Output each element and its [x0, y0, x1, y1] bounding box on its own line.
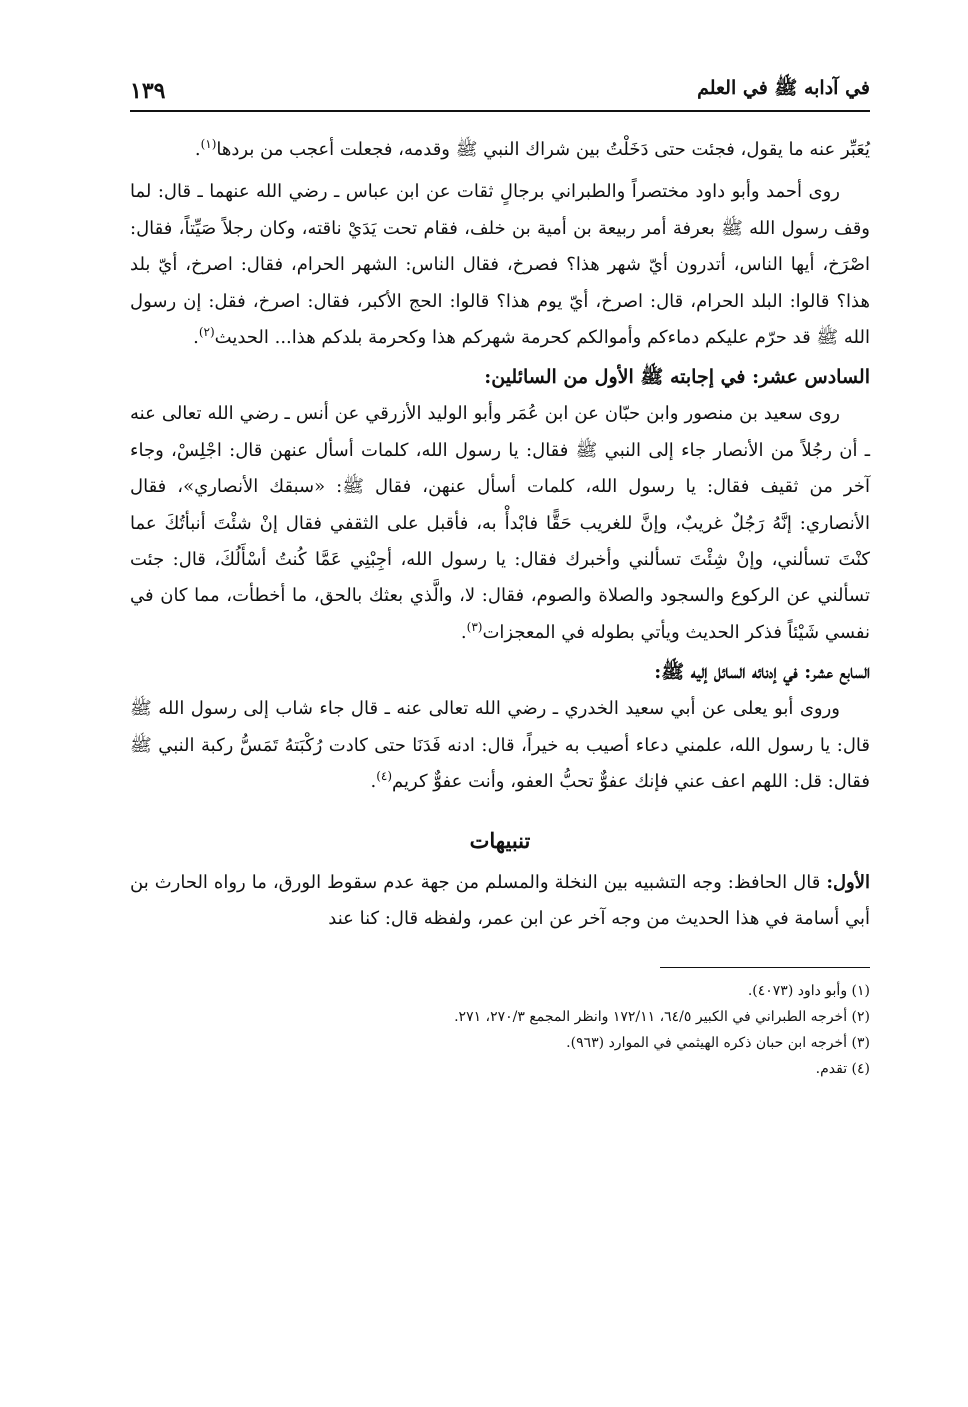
lead-word: الأول:	[826, 871, 870, 893]
paragraph: الأول: قال الحافظ: وجه التشبيه بين النخلة والمسلم من جهة عدم سقوط الورق، ما رواه الحارث بن أبي أسامة في هذا الحديث من وجه آخر عن ابن عمر، ولفظه قال: كنا عند	[130, 871, 870, 929]
page-number: ١٣٩	[130, 78, 166, 104]
footnote-ref: (٣)	[466, 619, 483, 634]
footnote-rule	[660, 967, 870, 968]
section-title: تنبيهات	[469, 827, 531, 853]
paragraph: وروى أبو يعلى عن أبي سعيد الخدري ـ رضي الله تعالى عنه ـ قال جاء شاب إلى رسول الله ﷺ قال: يا رسول الله، علمني دعاء أصيب به خيراً، قال: ادنه فَدَنَا حتى كادت رُكْبَتهُ تَمَسُّ ركبة النبي ﷺ فقال: قل: اللهم اعف عني فإنك عفوٌّ تحبُّ العفو، وأنت عفوٌّ كريم$^{(٤)}$.	[130, 698, 870, 793]
section-heading: السادس عشر: في إجابته ﷺ الأول من السائلين:	[484, 366, 870, 389]
footnote-ref: (١)	[200, 137, 217, 151]
section-heading: السابع عشر: في إدنائه السائل إليه ﷺ:	[654, 661, 870, 684]
page-body	[130, 132, 870, 937]
paragraph: روى أحمد وأبو داود مختصراً والطبراني برجالٍ ثقات عن ابن عباس ـ رضي الله عنهما ـ قال: لما وقف رسول الله ﷺ بعرفة أمر ربيعة بن أمية بن خلف، فقام تحت يَدَيْ ناقته، وكان رجلاً صَيِّتاً، فقال: اصْرَخ، أيها الناس، أتدرون أيّ شهر هذا؟ فصرخ، فقال الناس: الشهر الحرام، فقال: اصرخ، أيّ بلد هذا؟ قالوا: البلد الحرام، قال: اصرخ، أيّ يوم هذا؟ قالوا: الحج الأكبر، فقال: اصرخ، فقل: إن رسول الله ﷺ قد حرّم عليكم دماءكم وأموالكم كحرمة شهركم هذا وكحرمة بلدكم هذا... الحديث$^{(٢)}$.	[130, 181, 870, 349]
footnotes	[130, 978, 870, 1082]
paragraph: روى سعيد بن منصور وابن حبّان عن ابن عُمَر وأبو الوليد الأزرقي عن أنس ـ رضي الله تعالى عنه ـ أن رجُلاً من الأنصار جاء إلى النبي ﷺ فقال: يا رسول الله، كلمات أسأل عنهن قال: اجْلِسْ، وجاء آخر من ثقيف فقال: يا رسول الله، كلمات أسأل عنهن، فقال ﷺ: «سبقك الأنصاري»، فقال الأنصاري: إنَّهُ رَجُلٌ غريبٌ، وإنَّ للغريب حَقًّا فابْدأْ به، فأقبل على الثقفي فقال إنْ شئْتَ أنبأتُكَ عما كنْتَ تسألني، وإنْ شِئْتَ تسألني وأخبرك فقال: يا رسول الله، أجِبْنِي عَمَّا كُنتُ أسْأَلُكَ، قال: جئت تسألني عن الركوع والسجود والصلاة والصوم، فقال: لا، والَّذي بعثك بالحق، ما أخطأت، مما كان في نفسي شَيْئاً فذكر الحديث ويأتي بطوله في المعجزات$^{(٣)}$.	[130, 403, 870, 643]
footnote-ref: (٢)	[198, 325, 215, 340]
footnote-ref: (٤)	[376, 769, 393, 784]
book-page	[130, 70, 870, 1360]
footnote: (١) وأبو داود (٤٠٧٣).	[747, 983, 870, 1000]
paragraph: يُعَبِّر عنه ما يقول، فجئت حتى دَخَلْتُ بين شراك النبي ﷺ وقدمه، فجعلت أعجب من بردها$^{(١)}$.	[194, 137, 870, 160]
footnote: (٢) أخرجه الطبراني في الكبير ٦٤/٥، ١٧٢/١١ وانظر المجمع ٢٧٠/٣، ٢٧١.	[454, 1009, 870, 1026]
footnote: (٣) أخرجه ابن حبان ذكره الهيثمي في الموارد (٩٦٣).	[566, 1035, 870, 1052]
running-header	[130, 70, 870, 112]
footnote: (٤) تقدم.	[815, 1061, 870, 1078]
running-title: في آدابه ﷺ في العلم	[697, 77, 870, 99]
